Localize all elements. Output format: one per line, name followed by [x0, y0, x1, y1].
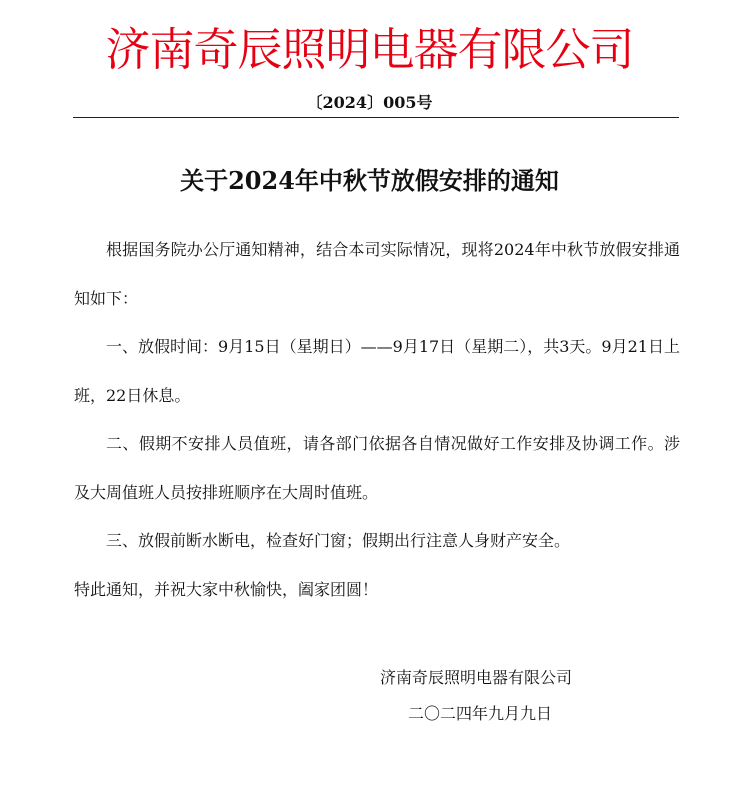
- signature-company: 济南奇辰照明电器有限公司: [380, 668, 573, 687]
- item-duty-arrangement: 二、假期不安排人员值班，请各部门依据各自情况做好工作安排及协调工作。涉及大周值班人员按排班顺序在大周时值班。: [74, 434, 680, 502]
- item-safety-reminder: 三、放假前断水断电，检查好门窗；假期出行注意人身财产安全。: [106, 531, 571, 550]
- document-number: 〔2024〕005号: [306, 93, 433, 112]
- header-divider: [73, 117, 679, 118]
- intro-paragraph: 根据国务院办公厅通知精神，结合本司实际情况，现将2024年中秋节放假安排通知如下：: [74, 240, 680, 308]
- signature-block: [380, 660, 640, 732]
- notice-body: [74, 226, 680, 614]
- company-letterhead: 济南奇辰照明电器有限公司: [105, 23, 634, 76]
- item-holiday-time: 一、放假时间：9月15日（星期日）——9月17日（星期二），共3天。9月21日上班，22日休息。: [74, 337, 680, 405]
- signature-date: 二〇二四年九月九日: [408, 704, 553, 723]
- closing-line: 特此通知，并祝大家中秋愉快，阖家团圆！: [74, 579, 379, 599]
- notice-title: 关于2024年中秋节放假安排的通知: [180, 166, 559, 195]
